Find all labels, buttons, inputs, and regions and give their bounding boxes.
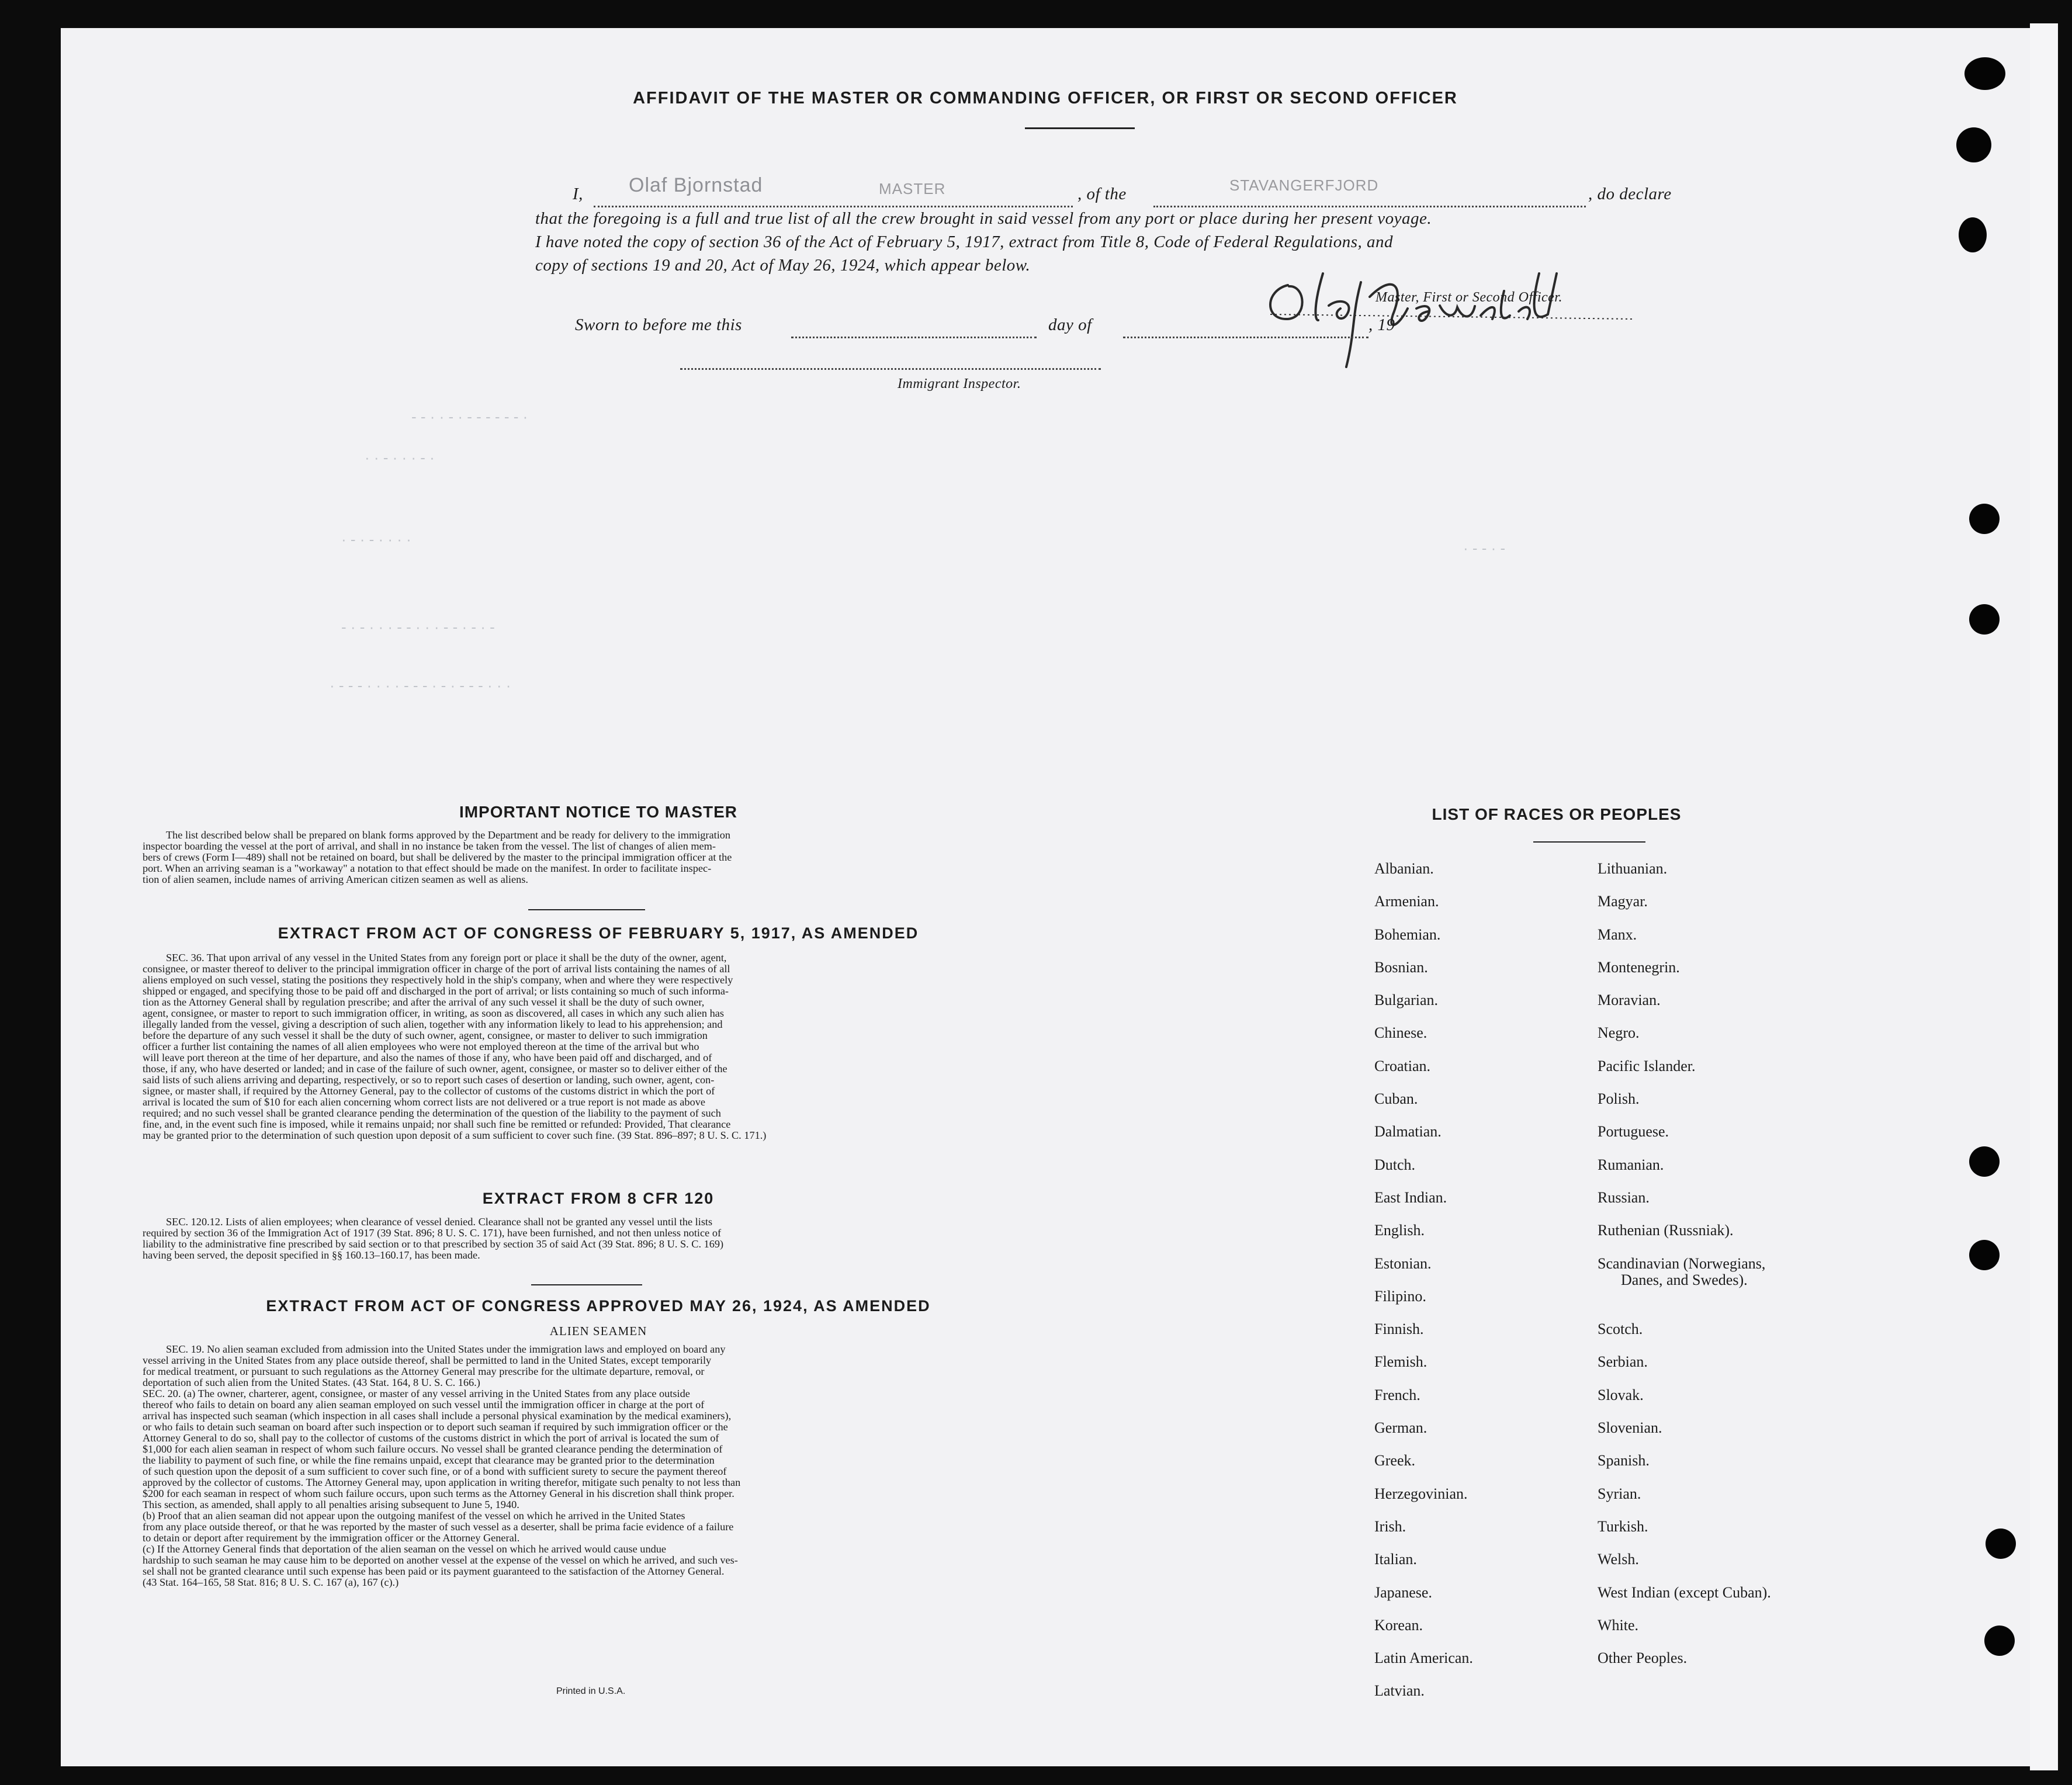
affidavit-title: AFFIDAVIT OF THE MASTER OR COMMANDING OFFICER, OR FIRST OR SECOND OFFICER: [633, 89, 1458, 108]
notice-body: The list described below shall be prepared on blank forms approved by the Department and be ready for delivery to the immigration inspector boarding the vessel at the port of arrival, and shall in no instance be taken from the vessel. The list of changes of alien mem- bers of crews (Form I—489) shall not be retained on board, but shall be delivered by the master to the principal immigration officer at the port. When an arriving seaman is a "workaway" a notation to that effect should be made on the manifest. In order to facilitate inspec- tion of alien seamen, include names of arriving American citizen seamen as well as aliens.: [143, 829, 732, 885]
races-divider: [1533, 841, 1645, 843]
sworn-prefix: Sworn to before me this: [575, 316, 742, 334]
races-column-1: [1374, 860, 1473, 1715]
race-item: Finnish.: [1374, 1320, 1424, 1338]
punch-hole: [1969, 1146, 2000, 1177]
race-item: Scotch.: [1598, 1320, 1643, 1338]
rank-stamp: MASTER: [879, 180, 946, 197]
races-column-2: [1598, 860, 1771, 1682]
race-item: Bosnian.: [1374, 958, 1428, 976]
punch-hole: [1956, 127, 1991, 162]
race-item: Spanish.: [1598, 1452, 1650, 1469]
race-item: Bohemian.: [1374, 926, 1441, 943]
race-item: Italian.: [1374, 1551, 1417, 1568]
printed-in-usa: Printed in U.S.A.: [556, 1686, 626, 1696]
notice-title: IMPORTANT NOTICE TO MASTER: [459, 803, 738, 821]
race-item: Slovenian.: [1598, 1419, 1662, 1437]
master-name-stamp: Olaf Bjornstad: [629, 174, 763, 196]
year-prefix: , 19: [1368, 316, 1395, 334]
race-item: Japanese.: [1374, 1583, 1432, 1601]
race-item: Turkish.: [1598, 1517, 1648, 1535]
affidavit-line-4: copy of sections 19 and 20, Act of May 26, 1924, which appear below.: [535, 256, 1031, 275]
signature-label: Master, First or Second Officer.: [1375, 290, 1562, 305]
inspector-label: Immigrant Inspector.: [898, 376, 1021, 391]
race-item: Russian.: [1598, 1188, 1650, 1206]
extract-1917-title: EXTRACT FROM ACT OF CONGRESS OF FEBRUARY 5, 1917, AS AMENDED: [278, 924, 919, 942]
punch-hole: [1959, 217, 1987, 252]
race-item-continued: Danes, and Swedes).: [1621, 1271, 1748, 1288]
extract-cfr-body: SEC. 120.12. Lists of alien employees; when clearance of vessel denied. Clearance shall not be granted any vessel until the lists required by section 36 of the Immigration Act of 1917 (39 Stat. 896; 8 U. S. C. 171), have been furnished, and not then unless notice of liability to the administrative fine prescribed by said section or to that prescribed by section 35 of said Act (39 Stat. 896; 8 U. S. C. 169) having been served, the deposit specified in §§ 160.13–160.17, has been made.: [143, 1216, 724, 1261]
race-item: Ruthenian (Russniak).: [1598, 1222, 1734, 1239]
race-item: Herzegovinian.: [1374, 1485, 1468, 1502]
punch-hole: [1969, 504, 2000, 534]
document-page: AFFIDAVIT OF THE MASTER OR COMMANDING OFFICER, OR FIRST OR SECOND OFFICER I, Olaf Bjornstad MASTER , of the STAVANGERFJORD , do declare that the foregoing is a full and true list of all the crew brought in said vessel from any port or place during her present voyage. I have noted the copy of section 36 of the Act of February 5, 1917, extract from Title 8, Code of Federal Regulations, and copy of sections 19 and 20, Act of May 26, 1924, which appear below. Master, First or Second Officer. Sworn to before me this day of , 19 Immigrant Inspector. - - · · - · - - - - - - · · · - · · · - · · - · - · · · · - · - · · · - - · · · - - · - · - · - - - · · · · - - - · - · - - - · · · · - - · - IMPORTANT NOTICE TO MASTER The list described below shall be prepared on blank forms approved by the Department and be ready for delivery to the immigration inspector boarding the vessel at the port of arrival, and shall in no instance be taken from the vessel. The list of changes of alien mem- bers of crews (Form I—489) shall not be retained on board, but shall be delivered by the master to the principal immigration officer at the port. When an arriving seaman is a "workaway" a notation to that effect should be made on the manifest. In order to facilitate inspec- tion of alien seamen, include names of arriving American citizen seamen as well as aliens. EXTRACT FROM ACT OF CONGRESS OF FEBRUARY 5, 1917, AS AMENDED SEC. 36. That upon arrival of any vessel in the United States from any foreign port or place it shall be the duty of the owner, agent, consignee, or master thereof to deliver to the principal immigration officer in charge of the port of arrival lists containing the names of all aliens employed on such vessel, stating the positions they respectively hold in the ship's company, when and where they were respectively shipped or engaged, and specifying those to be paid off and discharged in the port of arrival; or lists containing so much of such informa- tion as the Attorney General shall by regulation prescribe; and after the arrival of any such vessel it shall be the duty of such owner, agent, consignee, or master to report to such immigration officer, in writing, as soon as discovered, all cases in which any such alien has illegally landed from the vessel, giving a description of such alien, together with any information likely to lead to his apprehension; and before the departure of any such vessel it shall be the duty of such owner, agent, consignee, or master to deliver to such immigration officer a further list containing the names of all alien employees who were not employed thereon at the time of the arrival but who will leave port thereon at the time of her departure, and also the names of those if any, who have been paid off and discharged, and of those, if any, who have deserted or landed; and in case of the failure of such owner, agent, consignee, or master so to deliver either of the said lists of such aliens arriving and departing, respectively, or so to report such cases of desertion or landing, such owner, agent, con- signee, or master shall, if required by the Attorney General, pay to the collector of customs of the customs district in which the port of arrival is located the sum of $10 for each alien concerning whom correct lists are not delivered or a true report is not made as above required; and no such vessel shall be granted clearance pending the determination of the question of the liability to the payment of such fine, and, in the event such fine is imposed, while it remains unpaid; nor shall such fine be remitted or refunded: Provided, That clearance may be granted prior to the determination of such question upon deposit of a sum sufficient to cover such fine. (39 Stat. 896–897; 8 U. S. C. 171.) EXTRACT FROM 8 CFR 120 SEC. 120.12. Lists of alien employees; when clearance of vessel denied. Clearance shall not be granted any vessel until the lists required by section 36 of the Immigration Act of 1917 (39 Stat. 896; 8 U. S. C. 171), have been furnished, and not then unless notice of liability to the administrative fine prescribed by said section or to that prescribed by section 35 of said Act (39 Stat. 896; 8 U. S. C. 169) having been served, the deposit specified in §§ 160.13–160.17, has been made. EXTRACT FROM ACT OF CONGRESS APPROVED MAY 26, 1924, AS AMENDED ALIEN SEAMEN SEC. 19. No alien seaman excluded from admission into the United States under the immigration laws and employed on board any vessel arriving in the United States from any place outside thereof, shall be permitted to land in the United States, except temporarily for medical treatment, or pursuant to such regulations as the Attorney General may prescribe for the ultimate departure, removal, or deportation of such alien from the United States. (43 Stat. 164, 8 U. S. C. 166.) SEC. 20. (a) The owner, charterer, agent, consignee, or master of any vessel arriving in the United States from any place outside thereof who fails to detain on board any alien seaman employed on such vessel until the immigration officer in charge at the port of arrival has inspected such seaman (which inspection in all cases shall include a personal physical examination by the medical examiners), or who fails to detain such seaman on board after such inspection or to deport such seaman if required by such immigration officer or the Attorney General to do so, shall pay to the collector of customs of the customs district in which the port of arrival is located the sum of $1,000 for each alien seaman in respect of whom such failure occurs. No vessel shall be granted clearance pending the determination of the liability to payment of such fine, or while the fine remains unpaid, except that clearance may be granted prior to the determination of such question upon the deposit of a sum sufficient to cover such fine, or of a bond with sufficient surety to secure the payment thereof approved by the collector of customs. The Attorney General may, upon application in writing therefor, mitigate such penalty to not less than $200 for each seaman in respect of whom such failure occurs, upon such terms as the Attorney General in his discretion shall think proper. This section, as amended, shall apply to all penalties arising subsequent to June 5, 1940. (b) Proof that an alien seaman did not appear upon the outgoing manifest of the vessel on which he arrived in the United States from any place outside thereof, or that he was reported by the master of such vessel as a deserter, shall be prima facie evidence of a failure to detain or deport after requirement by the immigration officer or the Attorney General. (c) If the Attorney General finds that deportation of the alien seaman on the vessel on which he arrived would cause undue hardship to such seaman he may cause him to be deported on another vessel at the expense of the vessel on which he arrived, and such ves- sel shall not be granted clearance until such expense has been paid or its payment guaranteed to the satisfaction of the Attorney General. (43 Stat. 164–165, 58 Stat. 816; 8 U. S. C. 167 (a), 167 (c).) Printed in U.S.A. LIST OF RACES OR PEOPLES Albanian. Armenian. Bohemian. Bosnian. Bulgarian. Chinese. Croatian. Cuban. Dalmatian. Dutch. East Indian. English. Estonian. Filipino. Finnish. Flemish. French. German. Greek. Herzegovinian. Irish. Italian. Japanese. Korean. Latin American. Latvian. Lithuanian. Magyar. Manx. Montenegrin. Moravian. Negro. Pacific Islander. Polish. Portuguese. Rumanian. Russian. Ruthenian (Russniak). Scandinavian (Norwegians, Danes, and Swedes). Scotch. Serbian. Slovak. Slovenian. Spanish. Syrian. Turkish. Welsh. West Indian (except Cuban). White. Other Peoples.: [61, 28, 2030, 1766]
punch-hole: [1969, 604, 2000, 635]
race-item: Irish.: [1374, 1517, 1406, 1535]
race-item: English.: [1374, 1222, 1425, 1239]
races-title: LIST OF RACES OR PEOPLES: [1432, 805, 1682, 823]
race-item: Serbian.: [1598, 1353, 1648, 1371]
race-item: Armenian.: [1374, 893, 1439, 910]
race-item: Cuban.: [1374, 1090, 1418, 1108]
race-item: Albanian.: [1374, 860, 1434, 877]
race-item: Magyar.: [1598, 893, 1648, 910]
race-item: Chinese.: [1374, 1024, 1427, 1042]
race-item: Bulgarian.: [1374, 992, 1439, 1009]
race-item: Latin American.: [1374, 1649, 1473, 1667]
race-item: Other Peoples.: [1598, 1649, 1688, 1667]
race-item: Polish.: [1598, 1090, 1640, 1108]
race-item: Pacific Islander.: [1598, 1057, 1696, 1075]
race-item: West Indian (except Cuban).: [1598, 1583, 1771, 1601]
day-of-label: day of: [1048, 316, 1092, 334]
cfr-divider: [531, 1284, 642, 1285]
race-item: Syrian.: [1598, 1485, 1641, 1502]
punch-hole: [1964, 57, 2005, 90]
title-divider: [1025, 127, 1135, 129]
affidavit-line-2: that the foregoing is a full and true list of all the crew brought in said vessel from any port or place during her present voyage.: [535, 209, 1432, 228]
race-item: German.: [1374, 1419, 1427, 1437]
extract-1917-body: SEC. 36. That upon arrival of any vessel in the United States from any foreign port or place it shall be the duty of the owner, agent, consignee, or master thereof to deliver to the principal immigration officer in charge of the port of arrival lists containing the names of all aliens employed on such vessel, stating the positions they respectively hold in the ship's company, when and where they were respectively shipped or engaged, and specifying those to be paid off and discharged in the port of arrival; or lists containing so much of such informa- tion as the Attorney General shall by regulation prescribe; and after the arrival of any such vessel it shall be the duty of such owner, agent, consignee, or master to report to such immigration officer, in writing, as soon as discovered, all cases in which any such alien has illegally landed from the vessel, giving a description of such alien, together with any information likely to lead to his apprehension; and before the departure of any such vessel it shall be the duty of such owner, agent, consignee, or master to deliver to such immigration officer a further list containing the names of all alien employees who were not employed thereon at the time of the arrival but who will leave port thereon at the time of her departure, and also the names of those if any, who have been paid off and discharged, and of those, if any, who have deserted or landed; and in case of the failure of such owner, agent, consignee, or master so to deliver either of the said lists of such aliens arriving and departing, respectively, or so to report such cases of desertion or landing, such owner, agent, con- signee, or master shall, if required by the Attorney General, pay to the collector of customs of the customs district in which the port of arrival is located the sum of $10 for each alien concerning whom correct lists are not delivered or a true report is not made as above required; and no such vessel shall be granted clearance pending the determination of the question of the liability to the payment of such fine, and, in the event such fine is imposed, while it remains unpaid; nor shall such fine be remitted or refunded: Provided, That clearance may be granted prior to the determination of such question upon deposit of a sum sufficient to cover such fine. (39 Stat. 896–897; 8 U. S. C. 171.): [143, 952, 767, 1141]
race-item: Slovak.: [1598, 1386, 1644, 1403]
race-item: Rumanian.: [1598, 1156, 1664, 1173]
affidavit-line-3: I have noted the copy of section 36 of the Act of February 5, 1917, extract from Title 8, Code of Federal Regulations, and: [535, 233, 1394, 251]
of-the-label: , of the: [1077, 185, 1127, 203]
race-item: Greek.: [1374, 1452, 1416, 1469]
race-item: Welsh.: [1598, 1551, 1639, 1568]
vessel-stamp: STAVANGERFJORD: [1229, 176, 1379, 194]
race-item: Latvian.: [1374, 1682, 1425, 1700]
affidavit-prefix: I,: [573, 185, 583, 203]
race-item: Manx.: [1598, 926, 1637, 943]
sworn-day-line: [791, 317, 1037, 338]
race-item: Filipino.: [1374, 1287, 1426, 1305]
notice-divider: [528, 909, 645, 910]
punch-hole: [1984, 1625, 2015, 1656]
race-item: White.: [1598, 1616, 1639, 1634]
race-item: Flemish.: [1374, 1353, 1427, 1371]
sworn-month-line: [1123, 317, 1368, 338]
race-item: Montenegrin.: [1598, 958, 1680, 976]
punch-hole: [1986, 1528, 2016, 1559]
race-item: Portuguese.: [1598, 1123, 1669, 1141]
page-edge: [2030, 23, 2058, 1770]
race-item: Moravian.: [1598, 992, 1661, 1009]
race-item: Dutch.: [1374, 1156, 1416, 1173]
race-item: Scandinavian (Norwegians,: [1598, 1254, 1766, 1272]
race-item: Croatian.: [1374, 1057, 1431, 1075]
race-item: East Indian.: [1374, 1188, 1447, 1206]
race-item: Lithuanian.: [1598, 860, 1668, 877]
inspector-line: [680, 367, 1101, 370]
declare-label: , do declare: [1588, 185, 1672, 203]
race-item: Estonian.: [1374, 1254, 1432, 1272]
extract-1924-title: EXTRACT FROM ACT OF CONGRESS APPROVED MAY 26, 1924, AS AMENDED: [266, 1297, 931, 1315]
extract-1924-subtitle: ALIEN SEAMEN: [549, 1324, 647, 1338]
punch-hole: [1969, 1240, 2000, 1270]
extract-1924-body: SEC. 19. No alien seaman excluded from admission into the United States under the immigration laws and employed on board any vessel arriving in the United States from any place outside thereof, shall be permitted to land in the United States, except temporarily for medical treatment, or pursuant to such regulations as the Attorney General may prescribe for the ultimate departure, removal, or deportation of such alien from the United States. (43 Stat. 164, 8 U. S. C. 166.) SEC. 20. (a) The owner, charterer, agent, consignee, or master of any vessel arriving in the United States from any place outside thereof who fails to detain on board any alien seaman employed on such vessel until the immigration officer in charge at the port of arrival has inspected such seaman (which inspection in all cases shall include a personal physical examination by the medical examiners), or who fails to detain such seaman on board after such inspection or to deport such seaman if required by such immigration officer or the Attorney General to do so, shall pay to the collector of customs of the customs district in which the port of arrival is located the sum of $1,000 for each alien seaman in respect of whom such failure occurs. No vessel shall be granted clearance pending the determination of the liability to payment of such fine, or while the fine remains unpaid, except that clearance may be granted prior to the determination of such question upon the deposit of a sum sufficient to cover such fine, or of a bond with sufficient surety to secure the payment thereof approved by the collector of customs. The Attorney General may, upon application in writing therefor, mitigate such penalty to not less than $200 for each seaman in respect of whom such failure occurs, upon such terms as the Attorney General in his discretion shall think proper. This section, as amended, shall apply to all penalties arising subsequent to June 5, 1940. (b) Proof that an alien seaman did not appear upon the outgoing manifest of the vessel on which he arrived in the United States from any place outside thereof, or that he was reported by the master of such vessel as a deserter, shall be prima facie evidence of a failure to detain or deport after requirement by the immigration officer or the Attorney General. (c) If the Attorney General finds that deportation of the alien seaman on the vessel on which he arrived would cause undue hardship to such seaman he may cause him to be deported on another vessel at the expense of the vessel on which he arrived, and such ves- sel shall not be granted clearance until such expense has been paid or its payment guaranteed to the satisfaction of the Attorney General. (43 Stat. 164–165, 58 Stat. 816; 8 U. S. C. 167 (a), 167 (c).): [143, 1343, 741, 1588]
race-item: Negro.: [1598, 1024, 1640, 1042]
race-item: Dalmatian.: [1374, 1123, 1442, 1141]
extract-cfr-title: EXTRACT FROM 8 CFR 120: [482, 1190, 715, 1207]
race-item: Korean.: [1374, 1616, 1423, 1634]
race-item: French.: [1374, 1386, 1420, 1403]
